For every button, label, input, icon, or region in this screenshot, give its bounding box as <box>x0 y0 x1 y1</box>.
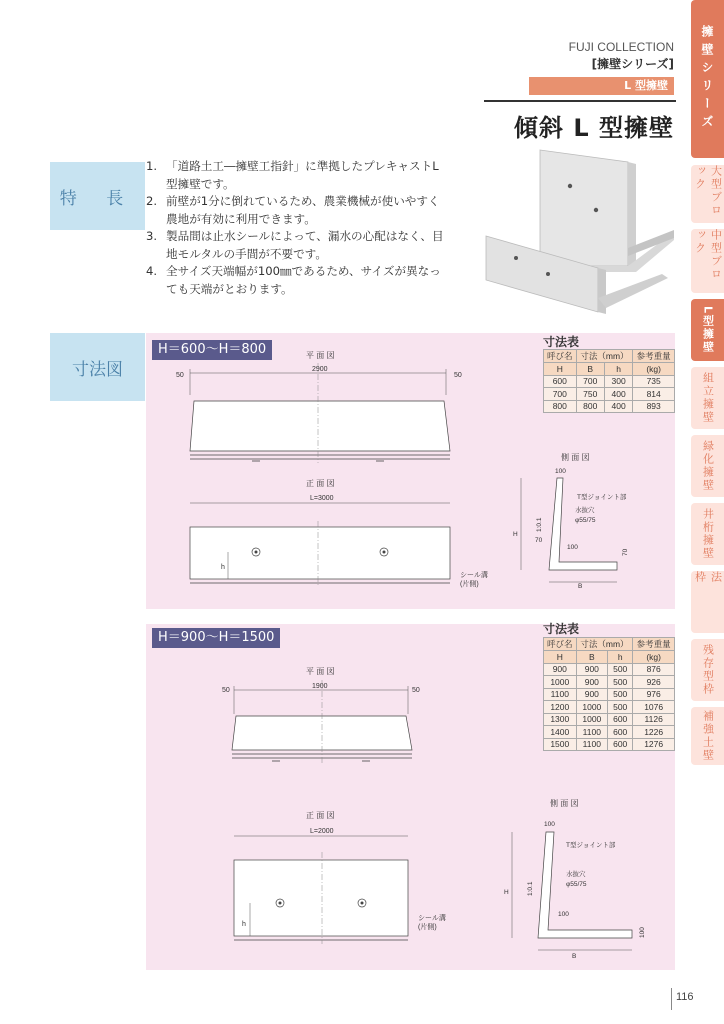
side-tab-greening[interactable]: 緑化擁壁 <box>691 435 724 497</box>
col-subheader: (kg) <box>633 363 675 376</box>
side-100-2: 100 <box>558 911 569 918</box>
seal-side-2: (片側) <box>418 924 437 931</box>
col-header: 寸法（mm） <box>576 638 633 651</box>
col-subheader: H <box>544 651 577 664</box>
front-title-2: 正 面 図 <box>306 811 335 820</box>
plan-dim-right-1: 50 <box>454 372 462 379</box>
col-header: 呼び名 <box>544 638 577 651</box>
side-tab-slope-frame[interactable]: 法 枠 <box>691 571 724 633</box>
side-tab-l-type[interactable]: L型擁壁 <box>691 299 724 361</box>
table-row: 1100 900 500 976 <box>544 688 675 701</box>
col-header: 参考重量 <box>633 638 675 651</box>
front-length-2: L=2000 <box>310 828 334 835</box>
table-row: 1300 1000 600 1126 <box>544 713 675 726</box>
col-header: 寸法（mm） <box>576 350 633 363</box>
col-header: 参考重量 <box>633 350 675 363</box>
plan-front-drawing-1 <box>146 333 546 609</box>
seal-side-1: (片側) <box>460 581 479 588</box>
side-70-left-1: 70 <box>535 537 543 544</box>
side-title-2: 側 面 図 <box>550 799 579 808</box>
table-title-2: 寸法表 <box>543 622 580 636</box>
side-tab-crib[interactable]: 井桁擁壁 <box>691 503 724 565</box>
front-h-1: h <box>221 564 225 571</box>
side-tab-retaining-wall-series[interactable]: 擁壁シリーズ <box>691 0 724 158</box>
plan-title-1: 平 面 図 <box>306 351 335 360</box>
plan-dim-center-2: 1900 <box>312 683 328 690</box>
side-tab-permanent-form[interactable]: 残存型枠 <box>691 639 724 701</box>
product-photo <box>478 148 674 318</box>
page-title: 傾斜 L 型擁壁 <box>513 114 674 142</box>
features-label: 特 長 <box>50 162 145 230</box>
dimensions-label: 寸法図 <box>50 333 145 401</box>
table-row: 1000 900 500 926 <box>544 676 675 689</box>
dimension-table-1 <box>543 349 675 413</box>
col-subheader: h <box>604 363 632 376</box>
title-rule <box>484 100 676 102</box>
side-joint-2: T型ジョイント部 <box>566 842 616 849</box>
side-70-right-1: 70 <box>622 548 629 556</box>
side-B-1: B <box>578 583 583 590</box>
series-name: [擁壁シリーズ] <box>591 57 674 71</box>
side-slope-1: 1:0.1 <box>536 517 543 532</box>
side-slope-2: 1:0.1 <box>527 881 534 896</box>
table-row: 800 800 400 893 <box>544 400 675 413</box>
table-row: 900 900 500 876 <box>544 663 675 676</box>
side-100-1: 100 <box>567 544 578 551</box>
side-hole-2: 水抜穴 <box>566 871 586 878</box>
seal-label-2: シール溝 <box>418 915 446 922</box>
plan-dim-right-2: 50 <box>412 687 420 694</box>
plan-dim-center-1: 2900 <box>312 366 328 373</box>
feature-item: 2. 前壁が1分に倒れているため、農業機械が使いやすく農地が有効に利用できます。 <box>146 194 440 226</box>
col-subheader: (kg) <box>633 651 675 664</box>
side-tab-reinforced-earth[interactable]: 補強土壁 <box>691 707 724 765</box>
front-h-2: h <box>242 921 246 928</box>
table-title-1: 寸法表 <box>543 335 580 349</box>
feature-item: 3. 製品間は止水シールによって、漏水の心配はなく、目地モルタルの手間が不要です。 <box>146 229 444 261</box>
side-hole-1: 水抜穴 <box>575 507 595 514</box>
range-label-1: H＝600～H＝800 <box>152 340 272 360</box>
page-number: 116 <box>671 988 694 1010</box>
side-tab-assembled[interactable]: 組立擁壁 <box>691 367 724 429</box>
col-subheader: B <box>576 651 607 664</box>
table-row: 1200 1000 500 1076 <box>544 701 675 714</box>
side-hole-size-1: φ55/75 <box>575 517 596 524</box>
plan-dim-left-2: 50 <box>222 687 230 694</box>
plan-front-drawing-2 <box>146 624 546 970</box>
table-row: 700 750 400 814 <box>544 388 675 401</box>
side-top-1: 100 <box>555 468 566 475</box>
category-badge: L 型擁壁 <box>529 77 674 95</box>
features-list <box>146 158 446 298</box>
front-title-1: 正 面 図 <box>306 479 335 488</box>
table-row: 1400 1100 600 1226 <box>544 726 675 739</box>
range-label-2: H＝900～H＝1500 <box>152 628 280 648</box>
front-length-1: L=3000 <box>310 495 334 502</box>
feature-item: 4. 全サイズ天端幅が100㎜であるため、サイズが異なっても天端がとおります。 <box>146 264 441 296</box>
plan-dim-left-1: 50 <box>176 372 184 379</box>
side-tab-large-block[interactable]: 大型ブロック <box>691 165 724 223</box>
col-subheader: B <box>576 363 604 376</box>
side-100-right-2: 100 <box>639 927 646 938</box>
feature-item: 1. 「道路土工―擁壁工指針」に準拠したプレキャストL型擁壁です。 <box>146 159 439 191</box>
side-title-1: 側 面 図 <box>561 453 590 462</box>
side-tab-medium-block[interactable]: 中型ブロック <box>691 229 724 293</box>
col-header: 呼び名 <box>544 350 577 363</box>
plan-title-2: 平 面 図 <box>306 667 335 676</box>
table-row: 600 700 300 735 <box>544 375 675 388</box>
side-top-2: 100 <box>544 821 555 828</box>
dimension-table-2 <box>543 637 675 751</box>
side-H-1: H <box>513 531 518 538</box>
col-subheader: H <box>544 363 577 376</box>
side-B-2: B <box>572 953 577 960</box>
side-H-2: H <box>504 889 509 896</box>
side-joint-1: T型ジョイント部 <box>577 494 627 501</box>
side-drawing-2 <box>500 790 650 970</box>
brand-name: FUJI COLLECTION <box>568 40 674 54</box>
side-hole-size-2: φ55/75 <box>566 881 587 888</box>
table-row: 1500 1100 600 1276 <box>544 738 675 751</box>
col-subheader: h <box>608 651 633 664</box>
seal-label-1: シール溝 <box>460 572 488 579</box>
side-drawing-1 <box>505 440 645 600</box>
